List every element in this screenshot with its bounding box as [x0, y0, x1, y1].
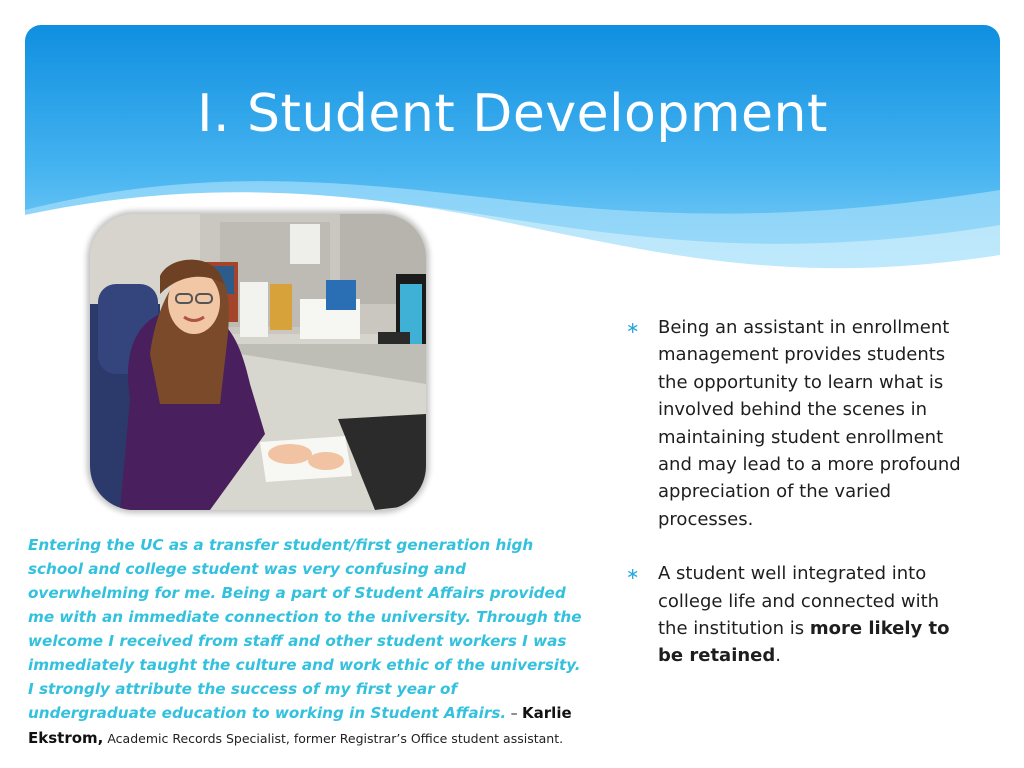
bullet-emphasis: more likely to be retained: [658, 618, 950, 667]
quote-text: Entering the UC as a transfer student/first generation high school and college student was very confusing and overwhelming for me. Being a part of Student Affairs provided me with an immediate connection to the university. Through the welcome I received from staff and other student workers I was immediately taught the culture and work ethic of the university. I strongly attribute the success of my first year of undergraduate education to working in Student Affairs.: [28, 536, 582, 722]
bullet-item: [622, 560, 972, 670]
bullet-text: Being an assistant in enrollment management provides students the opportunity to learn what is involved behind the scenes in maintaining student enrollment and may lead to a more profound appreciation of the varied processes.: [658, 317, 961, 530]
slide-title: I. Student Development: [197, 84, 828, 144]
quote-author: Karlie Ekstrom,: [28, 704, 572, 747]
quote-author-role: Academic Records Specialist, former Registrar’s Office student assistant.: [103, 731, 564, 746]
testimonial-quote: [28, 533, 588, 751]
asterisk-bullet-icon: ∗: [626, 318, 640, 337]
photo-student-at-desk-icon: [90, 214, 426, 510]
bullet-item: [622, 314, 972, 533]
student-photo: [90, 214, 426, 510]
quote-dash: –: [506, 706, 523, 722]
asterisk-bullet-icon: ∗: [626, 564, 640, 584]
bullet-text-end: .: [775, 645, 782, 667]
bullet-text: A student well integrated into college life and connected with the institution is: [658, 563, 940, 640]
bullet-list: [622, 314, 972, 697]
